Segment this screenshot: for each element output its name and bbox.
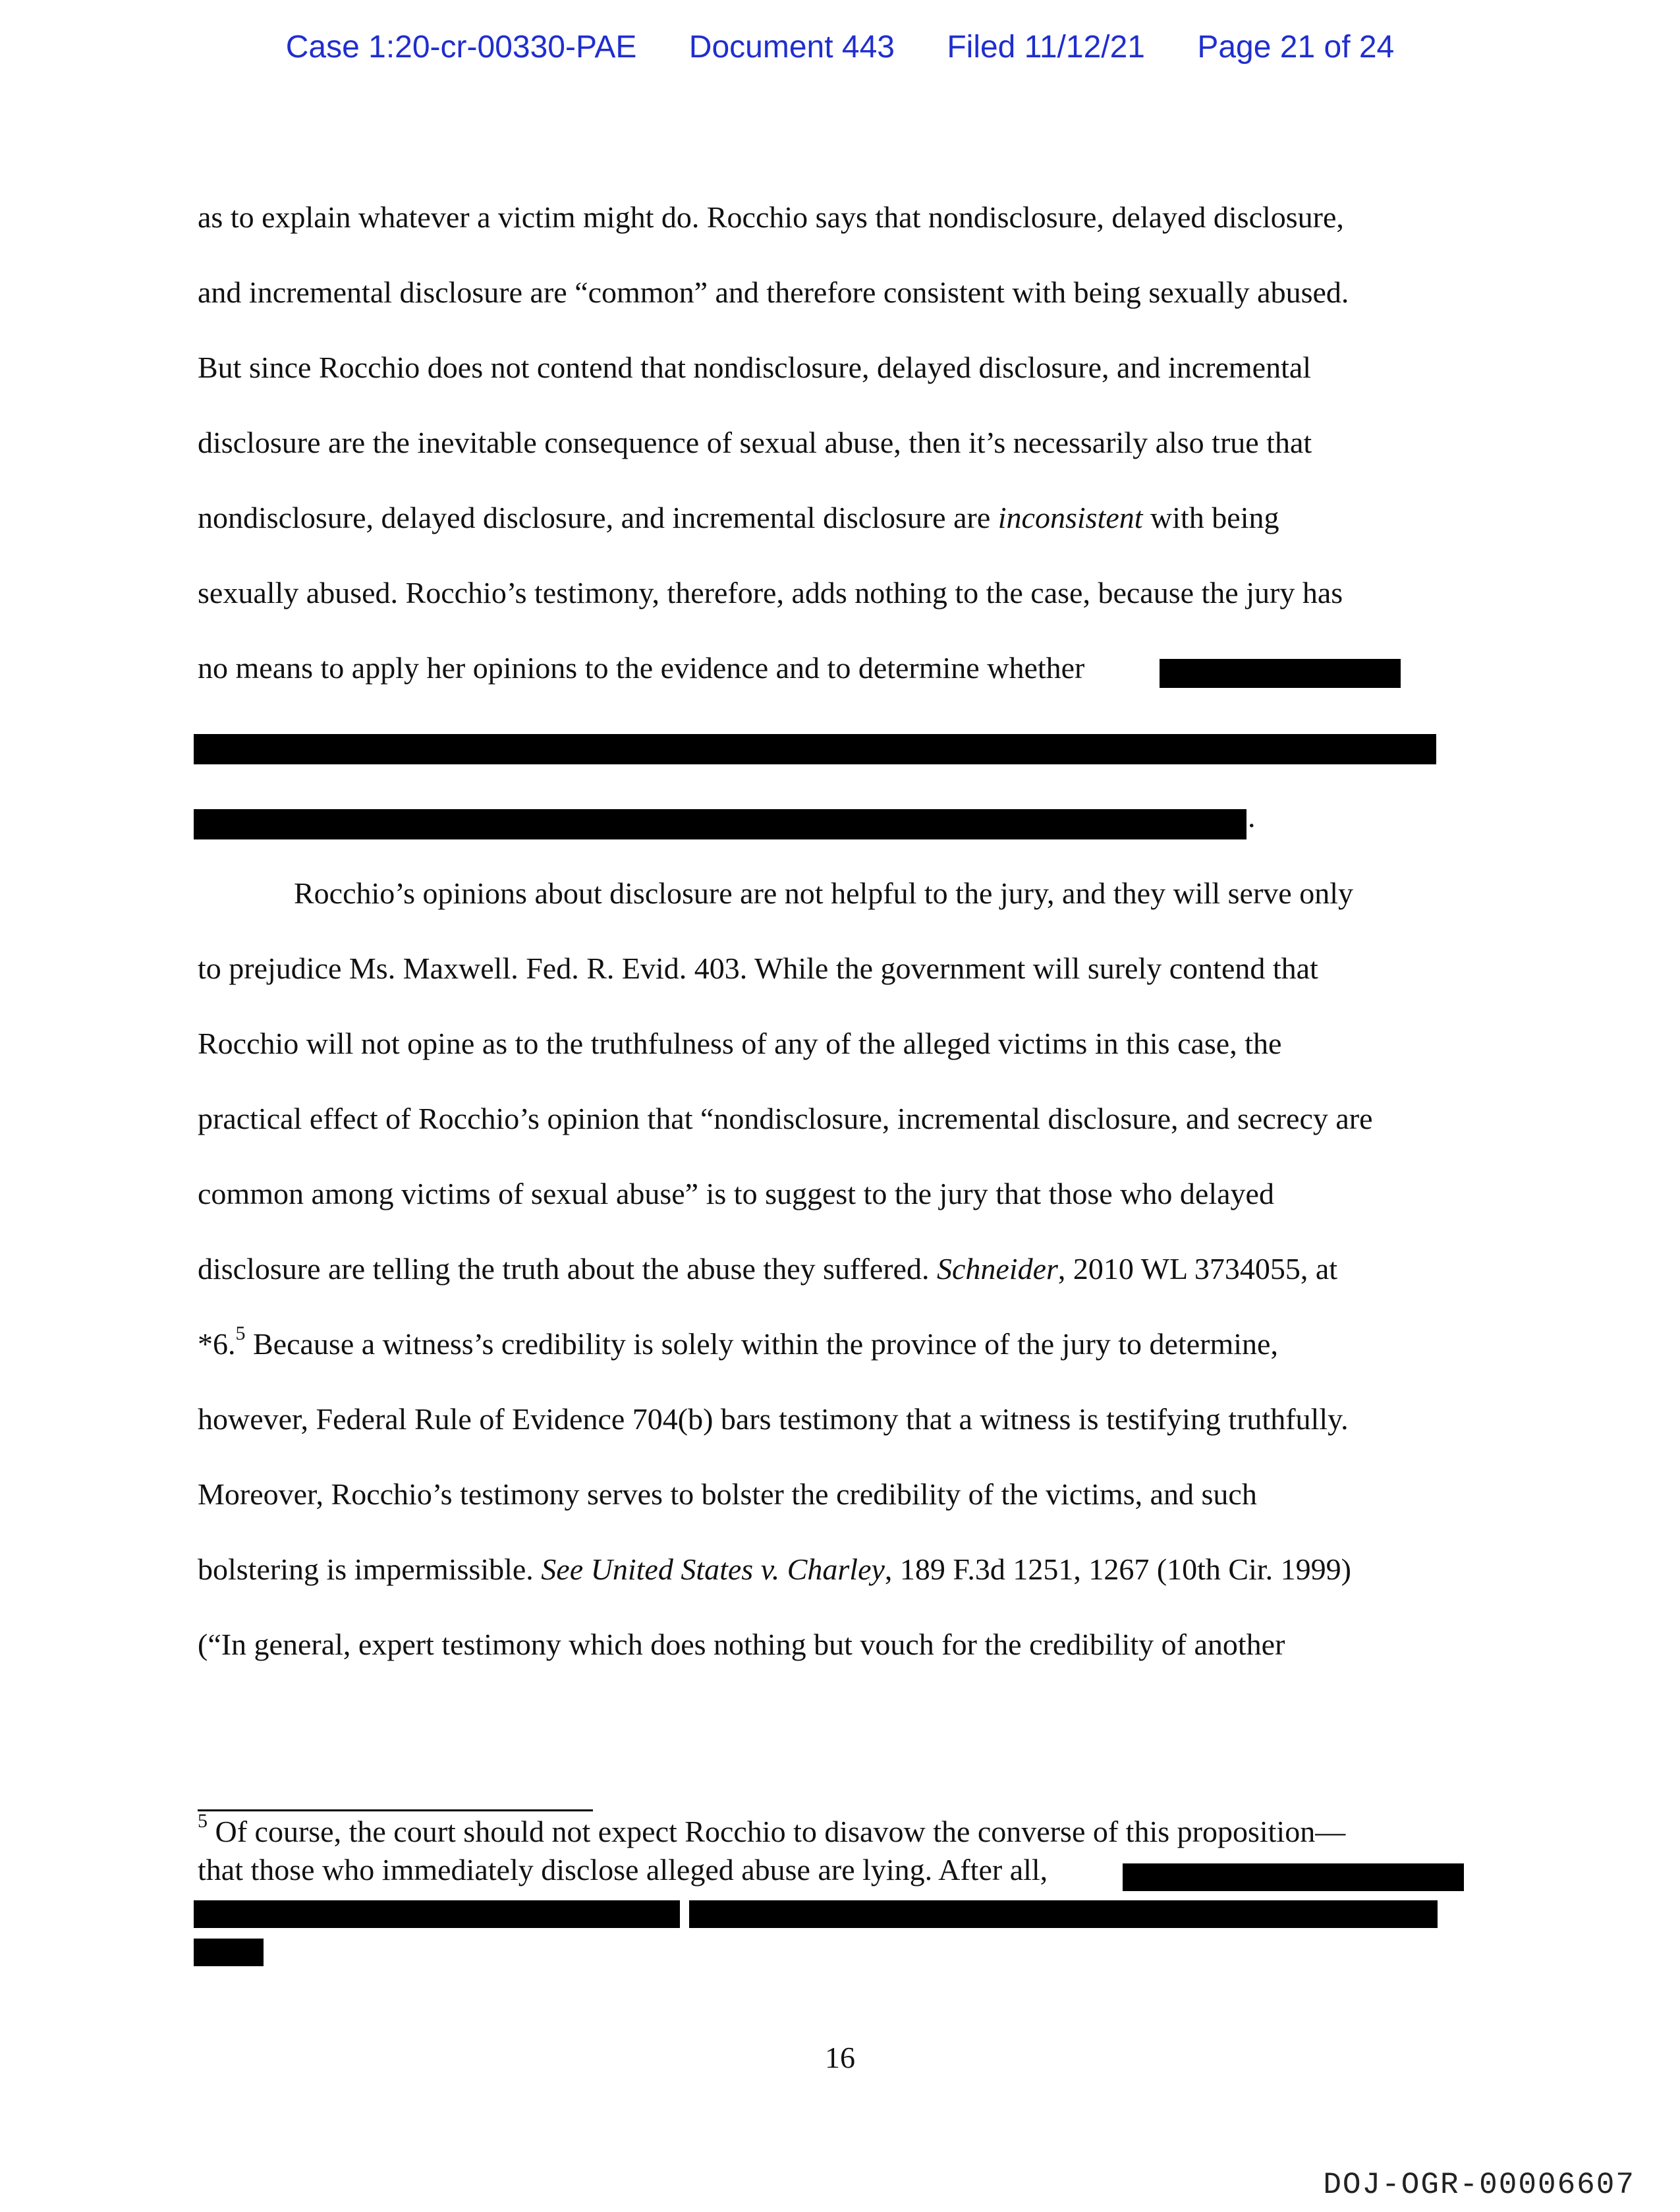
body-line: But since Rocchio does not contend that nondisclosure, delayed disclosure, and incremental	[198, 351, 1312, 384]
footnote-text: Of course, the court should not expect Rocchio to disavow the converse of this proposition—	[208, 1815, 1346, 1848]
document-number: Document 443	[688, 30, 895, 65]
redaction-block	[194, 1939, 264, 1966]
body-line: and incremental disclosure are “common” and therefore consistent with being sexually abused.	[198, 275, 1349, 309]
body-line: to prejudice Ms. Maxwell. Fed. R. Evid. 403. While the government will surely contend that	[198, 951, 1318, 985]
body-line: sexually abused. Rocchio’s testimony, therefore, adds nothing to the case, because the jury has	[198, 576, 1343, 610]
body-line	[198, 1551, 1351, 1588]
case-number: Case 1:20-cr-00330-PAE	[285, 30, 637, 65]
case-citation: See United States v. Charley	[541, 1552, 885, 1586]
text-run: , 2010 WL 3734055, at	[1057, 1252, 1338, 1286]
redaction-block	[194, 809, 1246, 839]
footnote-divider	[198, 1809, 593, 1811]
body-line	[198, 1251, 1337, 1288]
redaction-block	[1123, 1863, 1464, 1891]
page-indicator: Page 21 of 24	[1197, 30, 1395, 65]
filed-date: Filed 11/12/21	[947, 30, 1145, 65]
body-line: common among victims of sexual abuse” is to suggest to the jury that those who delayed	[198, 1177, 1274, 1210]
body-line	[198, 499, 1279, 536]
sentence-period: .	[1248, 800, 1256, 834]
body-line: Moreover, Rocchio’s testimony serves to bolster the credibility of the victims, and such	[198, 1477, 1257, 1511]
text-run: Because a witness’s credibility is solely within the province of the jury to determine,	[245, 1327, 1278, 1361]
redaction-block	[689, 1900, 1438, 1928]
text-run: *6.	[198, 1327, 236, 1361]
page-number: 16	[825, 2041, 855, 2074]
bates-number: DOJ-OGR-00006607	[1323, 2168, 1635, 2202]
body-line: (“In general, expert testimony which does nothing but vouch for the credibility of another	[198, 1628, 1285, 1661]
text-run: , 189 F.3d 1251, 1267 (10th Cir. 1999)	[884, 1552, 1351, 1586]
footnote-reference[interactable]: 5	[235, 1322, 246, 1344]
body-line: as to explain whatever a victim might do. Rocchio says that nondisclosure, delayed disclosure,	[198, 200, 1344, 234]
body-line: Rocchio’s opinions about disclosure are not helpful to the jury, and they will serve only	[294, 876, 1353, 910]
body-line: Rocchio will not opine as to the truthfulness of any of the alleged victims in this case, the	[198, 1027, 1282, 1060]
text-run: nondisclosure, delayed disclosure, and incremental disclosure are	[198, 501, 998, 534]
redaction-block	[1160, 659, 1401, 688]
body-line: disclosure are the inevitable consequence of sexual abuse, then it’s necessarily also true that	[198, 426, 1312, 459]
text-run: with being	[1142, 501, 1279, 534]
footnote-line	[198, 1810, 1346, 1850]
case-citation: Schneider	[936, 1252, 1058, 1286]
redaction-block	[194, 734, 1436, 764]
body-line: however, Federal Rule of Evidence 704(b) bars testimony that a witness is testifying truthfully.	[198, 1402, 1349, 1436]
footnote-line: that those who immediately disclose alleged abuse are lying. After all,	[198, 1853, 1048, 1886]
text-run: disclosure are telling the truth about the abuse they suffered.	[198, 1252, 937, 1286]
case-header	[0, 29, 1680, 65]
text-run: bolstering is impermissible.	[198, 1552, 542, 1586]
body-line: practical effect of Rocchio’s opinion that “nondisclosure, incremental disclosure, and secrecy are	[198, 1102, 1373, 1135]
emphasis-text: inconsistent	[997, 501, 1143, 534]
body-line: no means to apply her opinions to the evidence and to determine whether	[198, 651, 1085, 685]
body-line	[198, 1322, 1278, 1363]
footnote-mark: 5	[198, 1810, 208, 1832]
redaction-block	[194, 1900, 680, 1928]
